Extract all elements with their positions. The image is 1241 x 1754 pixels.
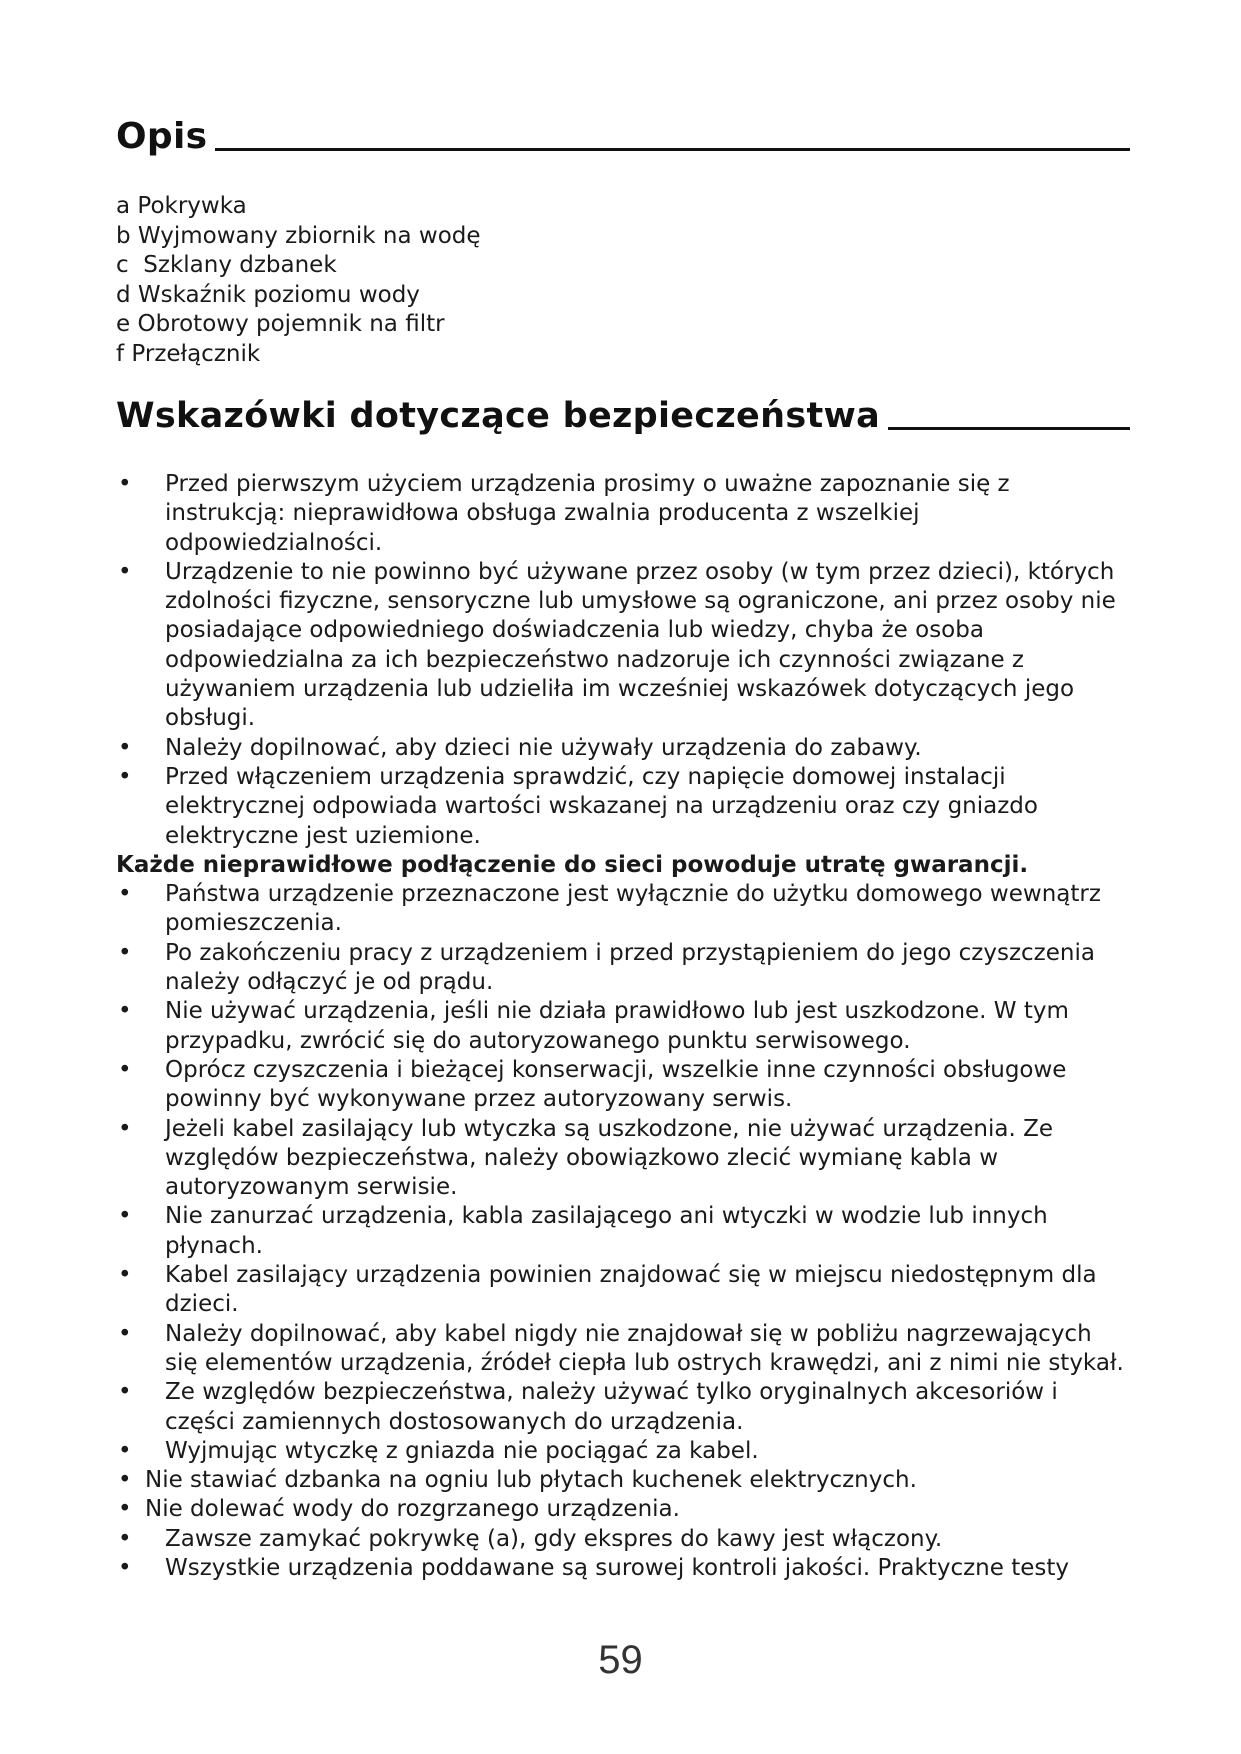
bullet-icon: • [118,881,132,908]
safety-item-text: Przed pierwszym użyciem urządzenia prosimy o uważne zapoznanie się z instrukcją: nieprawidłowa obsługa zwalnia producenta z wszelkiej odpowiedzialności. [165,471,1010,556]
safety-heading-row [116,396,1130,436]
parts-list-item: a Pokrywka [116,193,247,219]
parts-list-item: d Wskaźnik poziomu wody [116,281,420,308]
bullet-icon: • [118,1525,132,1552]
bullet-icon: • [118,1115,132,1142]
bullet-icon: • [118,734,132,761]
bullet-icon: • [118,1262,132,1289]
description-heading-row [116,116,1130,157]
safety-title: Wskazówki dotyczące bezpieczeństwa [116,396,881,436]
bullet-icon: • [118,998,132,1025]
safety-item-text: Wszystkie urządzenia poddawane są surowej kontroli jakości. Praktyczne testy [165,1554,1069,1581]
safety-list-item [116,1056,1126,1115]
parts-list-item: f Przełącznik [116,340,261,367]
safety-list-item [116,997,1126,1056]
bullet-icon: • [118,1056,132,1083]
safety-list-item [116,1320,1126,1379]
safety-item-text: Należy dopilnować, aby dzieci nie używały urządzenia do zabawy. [165,734,922,761]
safety-item-text: Nie dolewać wody do rozgrzanego urządzenia. [145,1496,680,1523]
parts-list-item: c Szklany dzbanek [116,252,337,278]
parts-list-item: b Wyjmowany zbiornik na wodę [116,222,481,249]
heading-underline [215,148,1130,151]
safety-item-text: Nie stawiać dzbanka na ogniu lub płytach kuchenek elektrycznych. [145,1467,917,1494]
safety-list-item [116,1115,1126,1203]
safety-item-text: Nie używać urządzenia, jeśli nie działa prawidłowo lub jest uszkodzone. W tym przypadku, zwrócić się do autoryzowanego punktu serwisowego. [165,998,1069,1054]
safety-list-item [116,1554,1126,1583]
safety-item-text: Przed włączeniem urządzenia sprawdzić, czy napięcie domowej instalacji elektrycznej odpowiada wartości wskazanej na urządzeniu oraz czy gniazdo elektryczne jest uziemione. [165,763,1038,849]
warranty-note: Każde nieprawidłowe podłączenie do sieci powoduje utratę gwarancji. [116,851,1029,878]
safety-list [116,470,1126,1583]
safety-item-text: Wyjmując wtyczkę z gniazda nie pociągać za kabel. [165,1437,759,1464]
safety-list-item [116,734,1126,763]
safety-item-text: Należy dopilnować, aby kabel nigdy nie znajdował się w pobliżu nagrzewających się elementów urządzenia, źródeł ciepła lub ostrych krawędzi, ani z nimi nie stykał. [165,1320,1124,1376]
safety-list-item [116,1378,1126,1437]
bullet-icon: • [118,558,132,585]
bullet-icon: • [118,1320,132,1347]
safety-item-text: Oprócz czyszczenia i bieżącej konserwacji, wszelkie inne czynności obsługowe powinny być wykonywane przez autoryzowany serwis. [165,1056,1067,1113]
safety-item-text: Nie zanurzać urządzenia, kabla zasilającego ani wtyczki w wodzie lub innych płynach. [165,1203,1048,1259]
safety-item-text: Zawsze zamykać pokrywkę (a), gdy ekspres do kawy jest włączony. [165,1525,943,1552]
parts-list-item: e Obrotowy pojemnik na filtr [116,311,445,337]
safety-list-item [116,880,1126,939]
safety-item-text: Państwa urządzenie przeznaczone jest wyłącznie do użytku domowego wewnątrz pomieszczenia. [165,881,1101,937]
safety-item-text: Kabel zasilający urządzenia powinien znajdować się w miejscu niedostępnym dla dzieci. [165,1262,1097,1318]
safety-list-item [116,1202,1126,1261]
bullet-icon: • [118,939,132,966]
bullet-icon: • [118,1203,132,1230]
safety-item-text: Po zakończeniu pracy z urządzeniem i przed przystąpieniem do jego czyszczenia należy odłączyć je od prądu. [165,939,1095,996]
bullet-icon: • [118,1467,132,1494]
safety-item-text: Ze względów bezpieczeństwa, należy używać tylko oryginalnych akcesoriów i części zamiennych dostosowanych do urządzenia. [165,1379,1058,1435]
safety-list-item [116,1495,1126,1524]
description-title: Opis [116,116,208,157]
parts-list [116,192,481,369]
bullet-icon: • [118,1379,132,1406]
bullet-icon: • [118,1496,132,1523]
bullet-icon: • [118,1554,132,1581]
heading-underline [888,427,1130,430]
safety-list-item [116,470,1126,558]
bullet-icon: • [118,1437,132,1464]
safety-list-item [116,1525,1126,1554]
safety-list-item [116,1261,1126,1320]
safety-item-text: Urządzenie to nie powinno być używane przez osoby (w tym przez dzieci), których zdolności fizyczne, sensoryczne lub umysłowe są ograniczone, ani przez osoby nie posiadające odpowiedniego doświadczenia lub wiedzy, chyba że osoba odpowiedzialna za ich bezpieczeństwo nadzoruje ich czynności związane z używaniem urządzenia lub udzieliła im wcześniej wskazówek dotyczących jego obsługi. [165,558,1116,732]
safety-list-item [116,558,1126,734]
page-number: 59 [598,1638,643,1682]
bullet-icon: • [118,471,132,497]
safety-item-text: Jeżeli kabel zasilający lub wtyczka są uszkodzone, nie używać urządzenia. Ze względów bezpieczeństwa, należy obowiązkowo zlecić wymianę kabla w autoryzowanym serwisie. [165,1115,1053,1201]
bullet-icon: • [118,763,132,790]
safety-list-item [116,1437,1126,1466]
safety-list-item [116,1466,1126,1495]
safety-list-item [116,763,1126,851]
safety-list-item [116,939,1126,998]
